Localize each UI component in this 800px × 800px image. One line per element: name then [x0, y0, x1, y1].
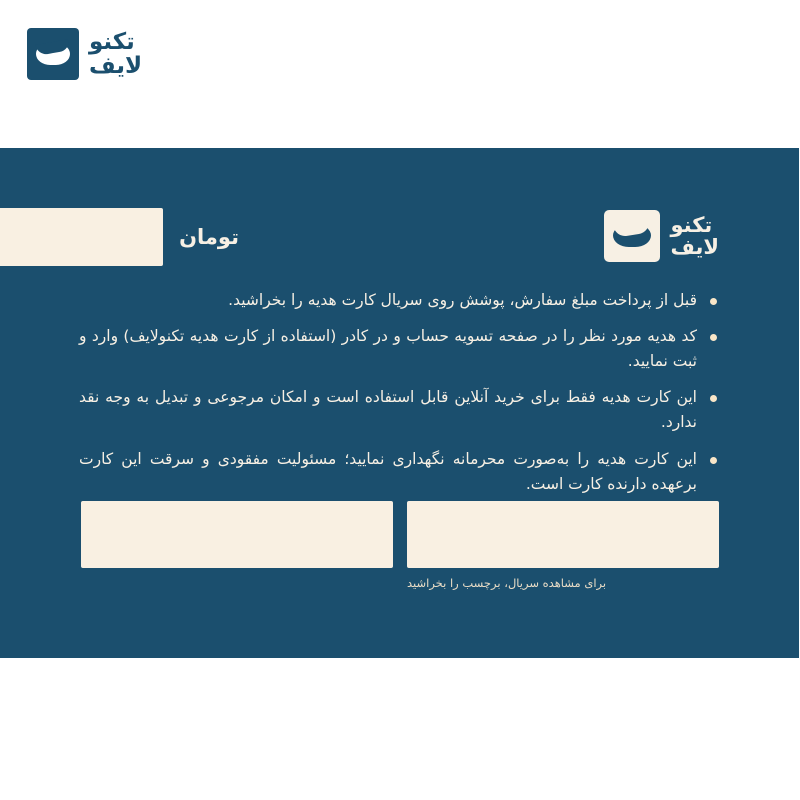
technolife-oval-mark-icon	[28, 28, 80, 80]
scratch-panel-right[interactable]	[408, 501, 720, 568]
list-item: قبل از پرداخت مبلغ سفارش، پوشش روی سریال کارت هدیه را بخراشید.	[80, 288, 720, 313]
card-brand-line1: تکنو	[671, 212, 714, 237]
card-brand-line2: لایف	[671, 235, 720, 259]
scratch-note: برای مشاهده سریال، برچسب را بخراشید	[408, 576, 608, 590]
brand-name-line2: لایف	[90, 53, 144, 79]
page-header	[0, 0, 800, 148]
card-brand-wordmark	[671, 214, 720, 258]
card-brand-logo	[605, 210, 720, 262]
list-item: کد هدیه مورد نظر را در صفحه تسویه حساب و در کادر (استفاده از کارت هدیه تکنولایف) وارد و ثبت نمایید.	[80, 324, 720, 374]
brand-wordmark	[90, 30, 143, 78]
brand-logo-header	[28, 28, 143, 80]
list-item: این کارت هدیه را به‌صورت محرمانه نگهداری نمایید؛ مسئولیت مفقودی و سرقت این کارت برعهده دارنده کارت است.	[80, 447, 720, 497]
page-footer-space	[0, 658, 800, 800]
amount-row	[0, 208, 240, 266]
scratch-panel-left[interactable]	[82, 501, 394, 568]
brand-name-line1: تکنو	[90, 28, 136, 55]
amount-value-box	[0, 208, 164, 266]
gift-card	[0, 148, 800, 658]
amount-label: تومان	[180, 225, 240, 249]
list-item: این کارت هدیه فقط برای خرید آنلاین قابل استفاده است و امکان مرجوعی و تبدیل به وجه نقد ندارد.	[80, 385, 720, 435]
technolife-oval-mark-icon	[605, 210, 661, 262]
